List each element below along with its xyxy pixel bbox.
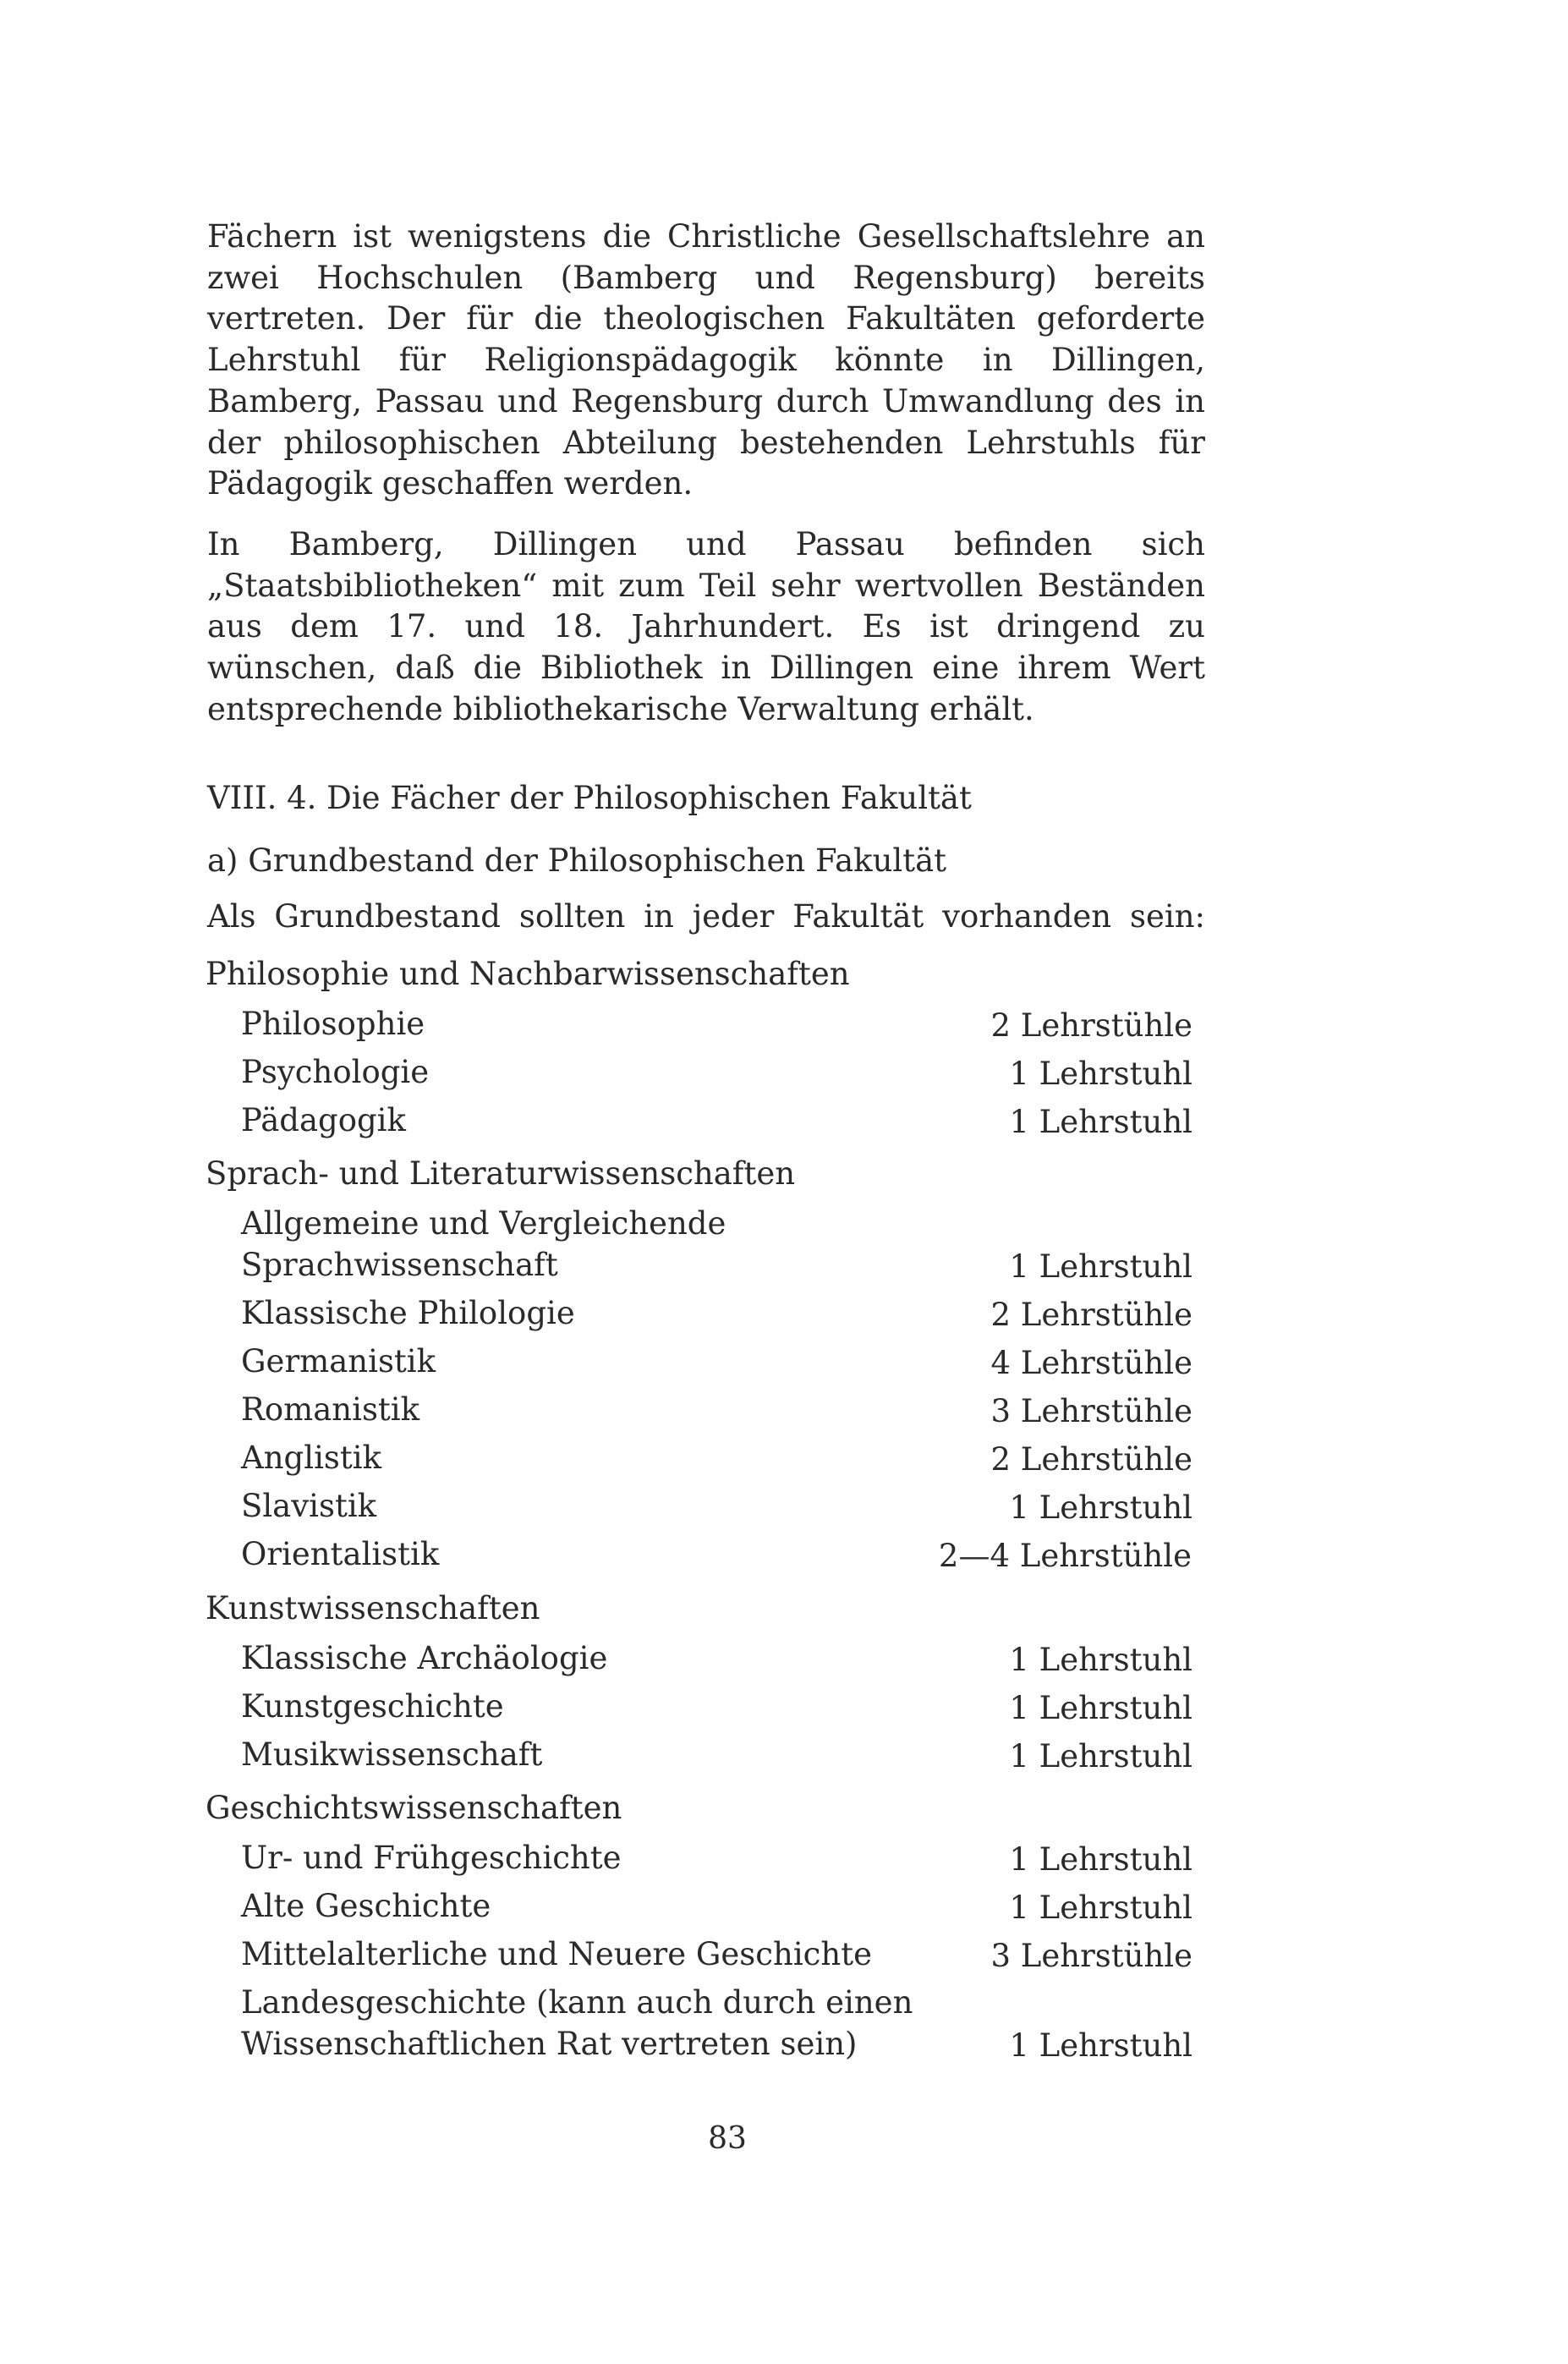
subject-chairs: 1 Lehrstuhl (1009, 2027, 1192, 2064)
subject-chairs: 2 Lehrstühle (990, 1297, 1192, 1333)
subject-name: Musikwissenschaft (241, 1736, 543, 1773)
section-heading: VIII. 4. Die Fächer der Philosophischen Fakultät (207, 780, 972, 816)
subject-name: Psychologie (241, 1054, 430, 1090)
subject-name: Romanistik (241, 1391, 420, 1428)
subject-chairs: 1 Lehrstuhl (1009, 1738, 1192, 1774)
subject-name: Anglistik (241, 1440, 382, 1476)
subject-chairs: 3 Lehrstühle (990, 1393, 1192, 1429)
subject-chairs: 4 Lehrstühle (990, 1345, 1192, 1381)
subject-chairs: 1 Lehrstuhl (1009, 1056, 1192, 1092)
subject-chairs: 2 Lehrstühle (990, 1007, 1192, 1044)
subject-chairs: 3 Lehrstühle (990, 1938, 1192, 1974)
subject-name: Klassische Archäologie (241, 1640, 608, 1676)
paragraph-state-libraries: In Bamberg, Dillingen und Passau befinden sich „Staatsbibliotheken“ mit zum Teil sehr wertvollen Beständen aus dem 17. und 18. Jahrhundert. Es ist dringend zu wünschen, daß die Bibliothek in Dillingen eine ihrem Wert entsprechende bibliothekarische Verwaltung erhält. (207, 526, 1205, 727)
group-title-history: Geschichtswissenschaften (206, 1790, 622, 1826)
subject-name: Mittelalterliche und Neuere Geschichte (241, 1936, 872, 1972)
subject-name: Orientalistik (241, 1536, 440, 1572)
subject-name: Germanistik (241, 1343, 436, 1379)
subject-chairs: 2 Lehrstühle (990, 1441, 1192, 1478)
subject-name: Allgemeine und Vergleichende (241, 1205, 726, 1242)
paragraph-theology-chairs: Fächern ist wenigstens die Christliche Gesellschaftslehre an zwei Hochschulen (Bamberg und Regensburg) bereits vertreten. Der für die theologischen Fakultäten geforderte Lehrstuhl für Religionspädagogik könnte in Dillingen, Bamberg, Passau und Regensburg durch Umwandlung des in der philosophischen Abteilung bestehenden Lehrstuhls für Pädagogik geschaffen werden. (207, 218, 1205, 502)
subject-name: Pädagogik (241, 1102, 406, 1138)
subject-name: Ur- und Frühgeschichte (241, 1840, 622, 1876)
subject-name: Alte Geschichte (241, 1888, 491, 1924)
subject-chairs: 1 Lehrstuhl (1009, 1489, 1192, 1526)
subject-name-continued: Sprachwissenschaft (241, 1247, 558, 1283)
group-title-arts: Kunstwissenschaften (206, 1590, 540, 1626)
subject-name-continued: Wissenschaftlichen Rat vertreten sein) (241, 2026, 858, 2062)
subject-name: Slavistik (241, 1488, 377, 1524)
subject-chairs: 1 Lehrstuhl (1009, 1642, 1192, 1678)
subsection-heading: a) Grundbestand der Philosophischen Fakultät (207, 842, 947, 879)
subject-name: Kunstgeschichte (241, 1688, 504, 1725)
subject-chairs: 2—4 Lehrstühle (938, 1538, 1192, 1574)
subject-name: Philosophie (241, 1006, 425, 1042)
group-title-languages: Sprach- und Literaturwissenschaften (206, 1155, 796, 1192)
group-title-philosophy: Philosophie und Nachbarwissenschaften (206, 956, 850, 992)
subject-name: Landesgeschichte (kann auch durch einen (241, 1984, 913, 2021)
subject-chairs: 1 Lehrstuhl (1009, 1690, 1192, 1726)
page-number: 83 (708, 2121, 747, 2156)
subject-chairs: 1 Lehrstuhl (1009, 1890, 1192, 1926)
subject-name: Klassische Philologie (241, 1295, 575, 1331)
subject-chairs: 1 Lehrstuhl (1009, 1248, 1192, 1285)
subject-chairs: 1 Lehrstuhl (1009, 1841, 1192, 1878)
subject-chairs: 1 Lehrstuhl (1009, 1104, 1192, 1140)
intro-line: Als Grundbestand sollten in jeder Fakultät vorhanden sein: (207, 898, 1205, 935)
